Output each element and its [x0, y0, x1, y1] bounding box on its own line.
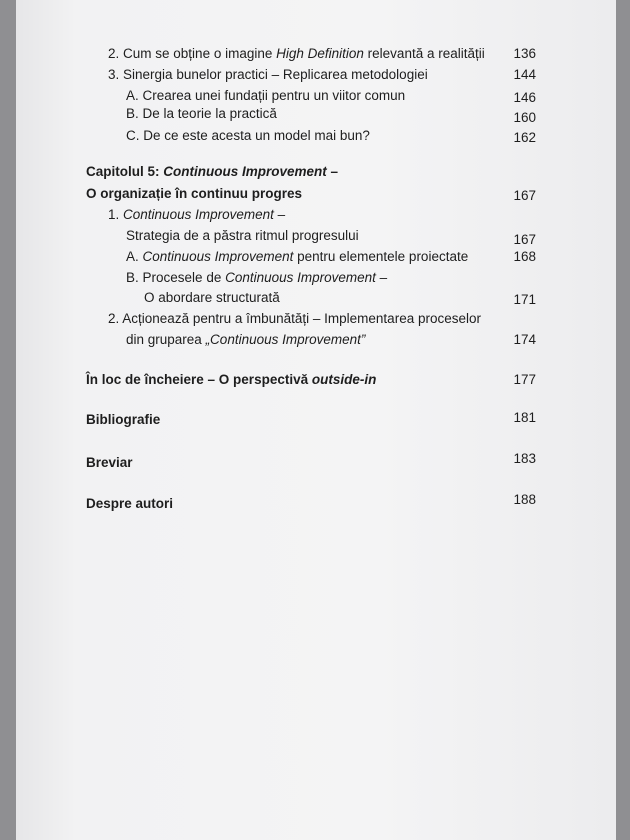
toc-entry-title-italic: „Continuous Improvement” — [205, 332, 366, 347]
toc-page-number: 162 — [513, 130, 536, 145]
toc-entry-title-rest: relevantă a realității — [363, 46, 485, 61]
toc-entry-title-italic: High Definition — [276, 46, 364, 61]
chapter-title: Capitolul 5: — [86, 164, 164, 179]
toc-entry-title-rest: – — [375, 270, 388, 285]
toc-entry-number: 2. — [108, 46, 120, 61]
toc-page-number: 160 — [513, 110, 536, 125]
toc-entry-title: Cum se obține o imagine — [123, 46, 277, 61]
toc-page-number: 136 — [513, 46, 536, 61]
toc-entry-title: din gruparea — [126, 332, 206, 347]
toc-page-number: 146 — [513, 90, 536, 105]
toc-entry-title: Sinergia bunelor practici – Replicarea metodologiei — [123, 67, 428, 82]
toc-entry-number: A. — [126, 249, 139, 264]
toc-page-number: 183 — [513, 451, 536, 466]
chapter-title-rest: – — [326, 164, 339, 179]
chapter-title-italic: Continuous Improvement — [163, 164, 327, 179]
toc-entry-number: B. — [126, 270, 139, 285]
toc-entry-title: Procesele de — [142, 270, 226, 285]
toc-entry-title: Crearea unei fundații pentru un viitor comun — [142, 88, 406, 103]
toc-entry-title: De ce este acesta un model mai bun? — [143, 128, 370, 143]
bibliography-title: Bibliografie — [86, 412, 161, 427]
conclusion-title: În loc de încheiere — [86, 372, 204, 387]
toc-page-number: 174 — [513, 332, 536, 347]
conclusion-title-italic: outside-in — [311, 372, 377, 387]
toc-entry-title-italic: Continuous Improvement — [142, 249, 294, 264]
toc-page-number: 167 — [513, 232, 536, 247]
toc-entry-title-italic: Continuous Improvement — [123, 207, 274, 222]
book-page — [16, 0, 616, 840]
toc-entry-number: 1. — [108, 207, 120, 222]
toc-page-number: 167 — [513, 188, 536, 203]
conclusion-title-mid: – O perspectivă — [203, 372, 312, 387]
toc-page-number: 144 — [513, 67, 536, 82]
toc-entry-number: 3. — [108, 67, 120, 82]
breviar-title: Breviar — [86, 455, 133, 470]
toc-page-number: 177 — [513, 372, 536, 387]
toc-page-number: 168 — [513, 249, 536, 264]
toc-entry-number: C. — [126, 128, 140, 143]
toc-entry-number: A. — [126, 88, 139, 103]
toc-entry-number: B. — [126, 106, 139, 121]
toc-entry-title: Acționează pentru a îmbunătăți – Implementarea proceselor — [122, 311, 481, 326]
toc-entry-title: O abordare structurată — [144, 290, 280, 305]
toc-entry-title-rest: – — [273, 207, 286, 222]
toc-page-number: 188 — [513, 492, 536, 507]
toc-entry-title-italic: Continuous Improvement — [225, 270, 376, 285]
toc-page-number: 181 — [513, 410, 536, 425]
toc-entry-title: De la teorie la practică — [142, 106, 277, 121]
authors-title: Despre autori — [86, 496, 174, 511]
chapter-subtitle: O organizație în continuu progres — [86, 186, 303, 201]
toc-entry-title: Strategia de a păstra ritmul progresului — [126, 228, 359, 243]
toc-entry-title-rest: pentru elementele proiectate — [293, 249, 469, 264]
toc-page-number: 171 — [513, 292, 536, 307]
toc-entry-number: 2. — [108, 311, 120, 326]
